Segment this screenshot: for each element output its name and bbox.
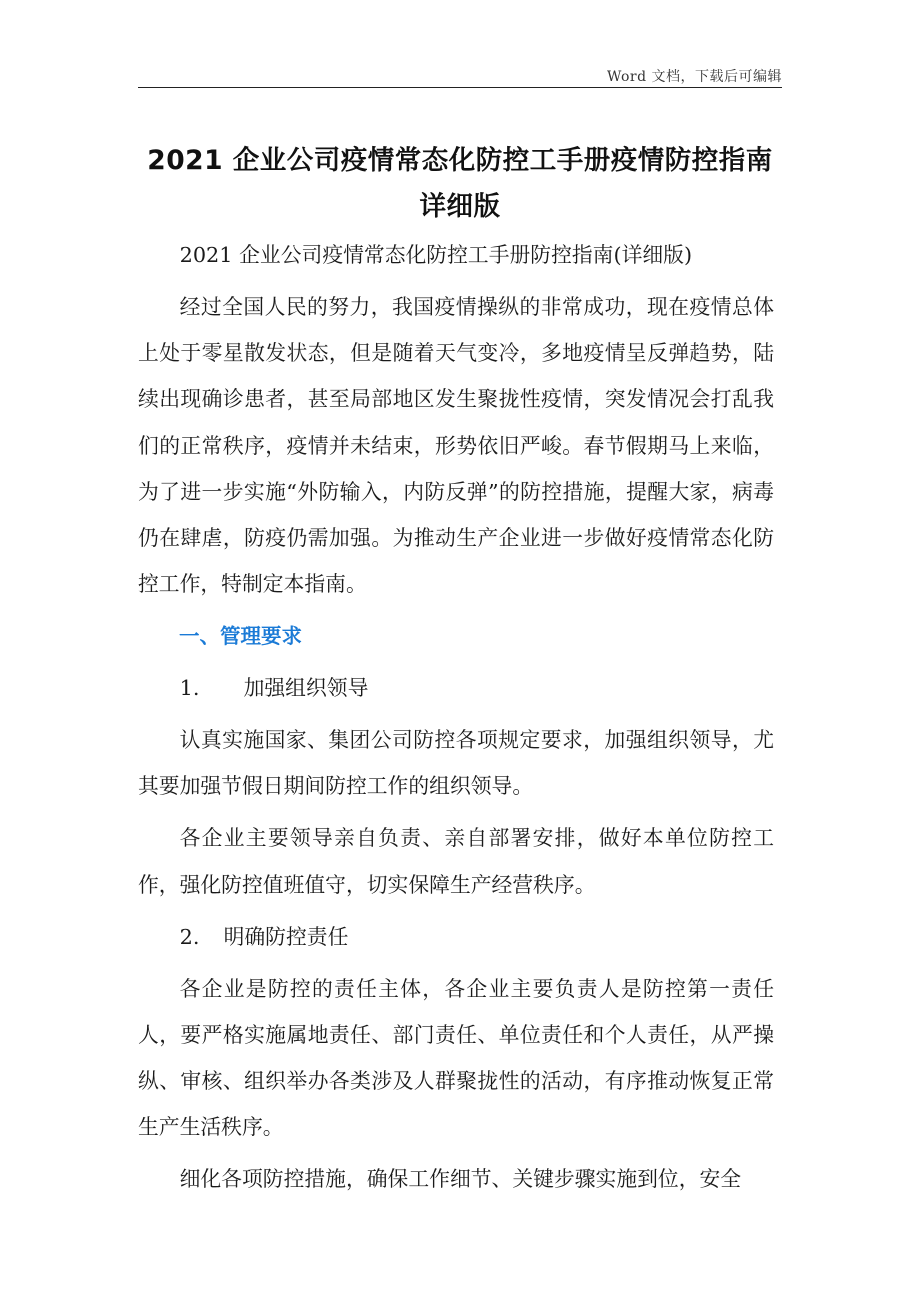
document-title xyxy=(138,138,782,230)
item-label: 明确防控责任 xyxy=(223,924,349,949)
header-rule xyxy=(138,87,782,88)
item-number: 1. xyxy=(179,676,200,701)
paragraph-2: 认真实施国家、集团公司防控各项规定要求，加强组织领导，尤其要加强节假日期间防控工作的组织领导。 xyxy=(138,728,774,799)
item-label: 加强组织领导 xyxy=(243,676,369,701)
numbered-item-1 xyxy=(138,665,774,711)
intro-paragraph: 2021 企业公司疫情常态化防控工手册防控指南(详细版) xyxy=(179,243,693,267)
numbered-item-2 xyxy=(138,914,774,960)
item-number: 2. xyxy=(179,924,200,949)
paragraph-5: 细化各项防控措施，确保工作细节、关键步骤实施到位，安全 xyxy=(179,1167,742,1192)
document-body xyxy=(138,232,774,1202)
paragraph-4: 各企业是防控的责任主体，各企业主要负责人是防控第一责任人，要严格实施属地责任、部门责任、单位责任和个人责任，从严操纵、审核、组织举办各类涉及人群聚拢性的活动，有序推动恢复正常生产生活秩序。 xyxy=(138,976,774,1140)
paragraph-3: 各企业主要领导亲自负责、亲自部署安排，做好本单位防控工作，强化防控值班值守，切实保障生产经营秩序。 xyxy=(138,826,774,897)
header-note: Word 文档，下载后可编辑 xyxy=(607,69,782,85)
title-line-2: 详细版 xyxy=(419,191,501,222)
paragraph-1: 经过全国人民的努力，我国疫情操纵的非常成功，现在疫情总体上处于零星散发状态，但是随着天气变冷，多地疫情呈反弹趋势，陆续出现确诊患者，甚至局部地区发生聚拢性疫情，突发情况会打乱我们的正常秩序，疫情并未结束，形势依旧严峻。春节假期马上来临，为了进一步实施“外防输入，内防反弹”的防控措施，提醒大家，病毒仍在肆虐，防疫仍需加强。为推动生产企业进一步做好疫情常态化防控工作，特制定本指南。 xyxy=(138,295,774,597)
section-heading-management: 一、管理要求 xyxy=(179,624,302,649)
title-line-1: 2021 企业公司疫情常态化防控工手册疫情防控指南 xyxy=(147,145,773,176)
